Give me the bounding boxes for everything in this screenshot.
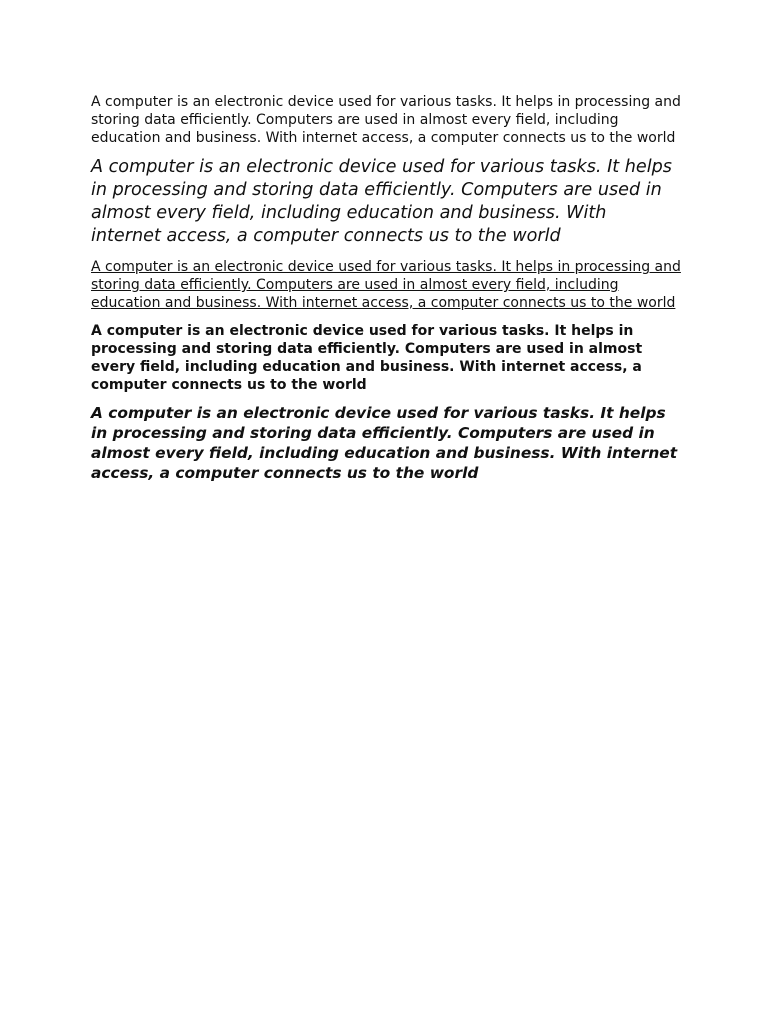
paragraph-bold: A computer is an electronic device used for various tasks. It helps in processing and storing data efficiently. Computers are used in almost every field, including education and business. With internet access, a computer connects us to the world (91, 323, 643, 393)
paragraph-bold-italic: A computer is an electronic device used for various tasks. It helps in processing and storing data efficiently. Computers are used in almost every field, including education and business. With internet access, a computer connects us to the world (91, 404, 678, 482)
paragraph-underlined: A computer is an electronic device used for various tasks. It helps in processing and storing data efficiently. Computers are used in almost every field, including education and business. With internet access, a computer connects us to the world (91, 259, 681, 311)
paragraph-regular: A computer is an electronic device used for various tasks. It helps in processing and storing data efficiently. Computers are used in almost every field, including education and business. With internet access, a computer connects us to the world (91, 94, 681, 146)
paragraph-italic: A computer is an electronic device used for various tasks. It helps in processing and storing data efficiently. Computers are used in almost every field, including education and business. With internet access, a computer connects us to the world (91, 157, 672, 246)
